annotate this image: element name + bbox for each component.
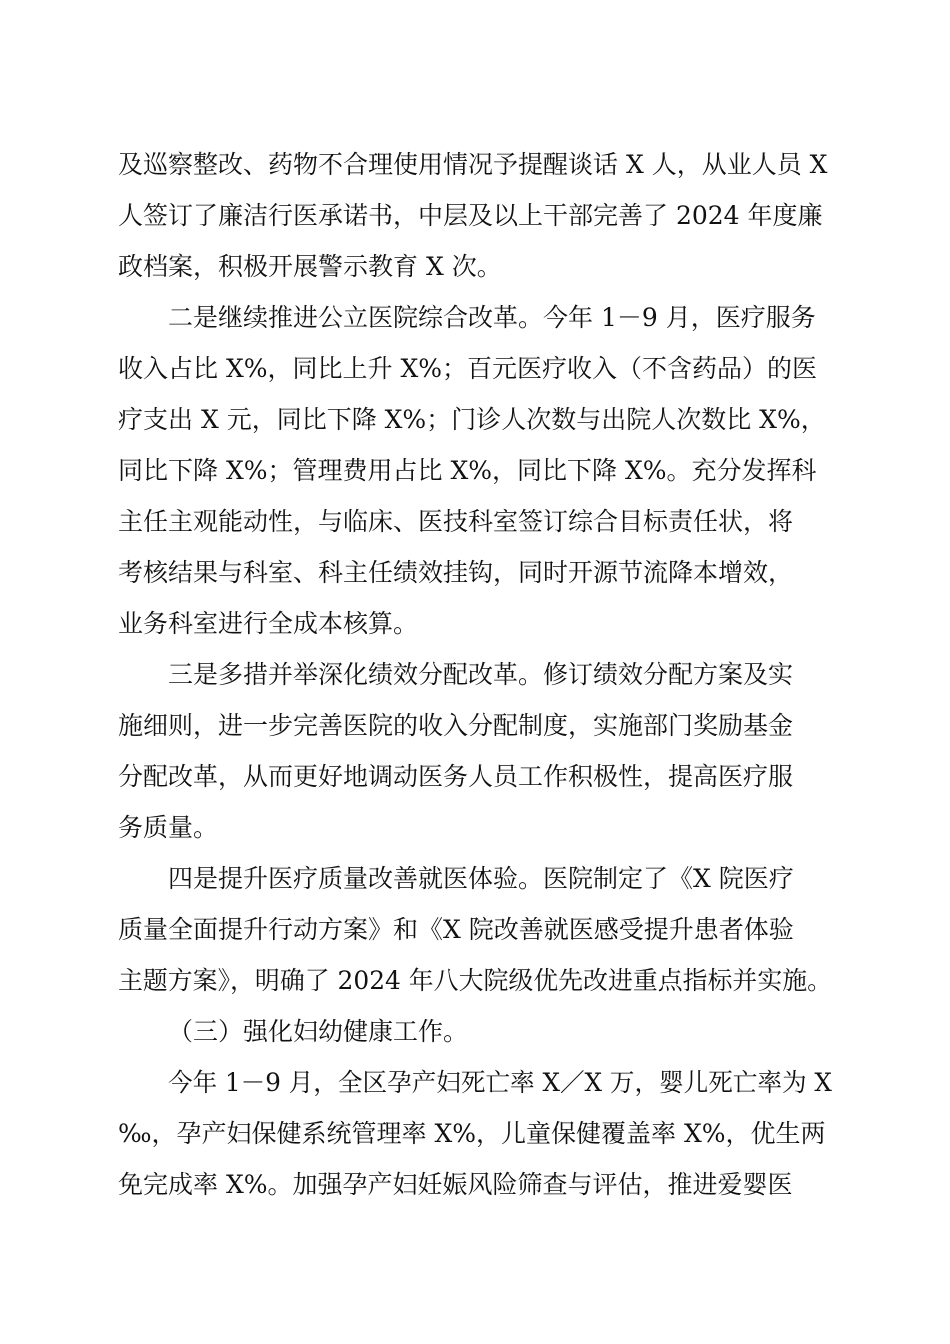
text-line: 施细则，进一步完善医院的收入分配制度，实施部门奖励基金 bbox=[118, 711, 794, 740]
paragraph-start: 二是继续推进公立医院综合改革。今年 1－9 月，医疗服务 bbox=[168, 303, 816, 332]
text-line: 及巡察整改、药物不合理使用情况予提醒谈话 X 人，从业人员 X bbox=[118, 150, 828, 179]
text-line: 主题方案》，明确了 2024 年八大院级优先改进重点指标并实施。 bbox=[118, 966, 833, 995]
text-line: 质量全面提升行动方案》和《X 院改善就医感受提升患者体验 bbox=[118, 915, 794, 944]
paragraph-start: 四是提升医疗质量改善就医体验。医院制定了《X 院医疗 bbox=[168, 864, 794, 893]
text-line: 务质量。 bbox=[118, 813, 219, 842]
text-line: 考核结果与科室、科主任绩效挂钩，同时开源节流降本增效， bbox=[118, 558, 794, 587]
section-heading: （三）强化妇幼健康工作。 bbox=[168, 1017, 469, 1046]
text-line: 免完成率 X%。加强孕产妇妊娠风险筛查与评估，推进爱婴医 bbox=[118, 1170, 793, 1199]
text-line: 收入占比 X%，同比上升 X%；百元医疗收入（不含药品）的医 bbox=[118, 354, 818, 383]
text-line: 主任主观能动性，与临床、医技科室签订综合目标责任状，将 bbox=[118, 507, 794, 536]
paragraph-start: 三是多措并举深化绩效分配改革。修订绩效分配方案及实 bbox=[168, 660, 794, 689]
text-line: 业务科室进行全成本核算。 bbox=[118, 609, 419, 638]
text-line: 疗支出 X 元，同比下降 X%；门诊人次数与出院人次数比 X%， bbox=[118, 405, 826, 434]
paragraph-start: 今年 1－9 月，全区孕产妇死亡率 X／X 万，婴儿死亡率为 X bbox=[168, 1068, 832, 1097]
text-line: 人签订了廉洁行医承诺书，中层及以上干部完善了 2024 年度廉 bbox=[118, 201, 823, 230]
text-line: 分配改革，从而更好地调动医务人员工作积极性，提高医疗服 bbox=[118, 762, 794, 791]
text-line: ‰，孕产妇保健系统管理率 X%，儿童保健覆盖率 X%，优生两 bbox=[118, 1119, 826, 1148]
text-line: 同比下降 X%；管理费用占比 X%，同比下降 X%。充分发挥科 bbox=[118, 456, 817, 485]
text-line: 政档案，积极开展警示教育 X 次。 bbox=[118, 252, 502, 281]
